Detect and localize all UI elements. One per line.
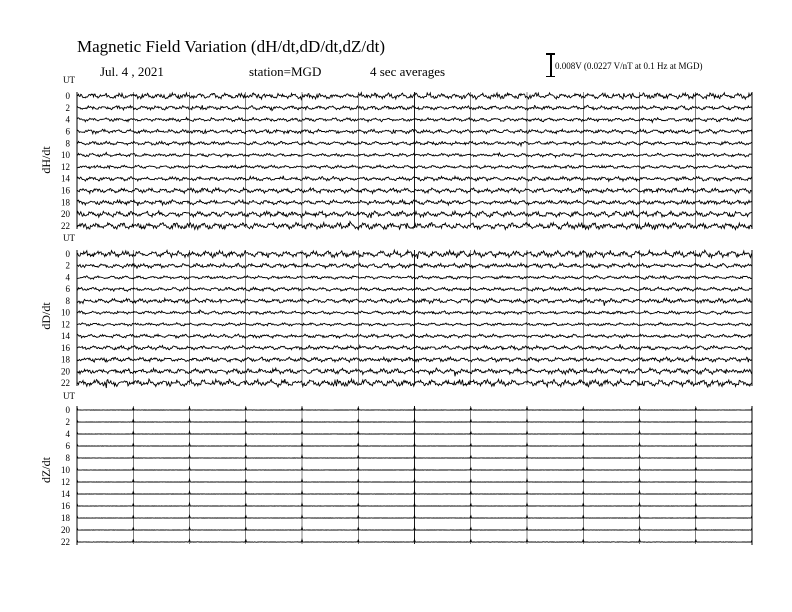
hour-tick-label: 6 [65,441,70,451]
hour-tick-label: 22 [61,221,70,231]
hour-tick-label: 8 [65,453,70,463]
hour-tick-label: 16 [61,501,70,511]
hour-tick-label: 20 [61,525,70,535]
panel-dd [39,233,752,388]
panel-ylabel: dZ/dt [39,457,53,483]
hour-tick-label: 14 [61,173,70,184]
hour-tick-label: 4 [65,114,70,125]
hour-tick-label: 10 [61,150,70,161]
station-label: station=MGD [249,64,322,79]
hour-tick-label: 0 [65,249,70,259]
panel-ylabel: dH/dt [39,146,53,174]
hour-tick-label: 2 [65,417,70,427]
hour-tick-label: 6 [65,126,70,137]
ut-label: UT [63,75,75,85]
hour-tick-label: 4 [65,272,70,283]
ut-label: UT [63,233,75,243]
hour-tick-label: 18 [61,197,70,208]
hour-tick-label: 10 [61,465,70,475]
hour-tick-label: 10 [61,307,70,318]
hour-tick-label: 22 [61,378,70,388]
hour-tick-label: 12 [61,477,70,487]
hour-tick-label: 6 [65,284,70,295]
hour-tick-label: 2 [65,102,70,113]
date-label: Jul. 4 , 2021 [100,64,164,79]
ut-label: UT [63,391,75,401]
hour-tick-label: 0 [65,405,70,415]
panel-ylabel: dD/dt [39,302,53,330]
panel-dz [39,391,752,547]
hour-tick-label: 14 [61,331,70,342]
hour-tick-label: 12 [61,319,70,330]
hour-tick-label: 12 [61,161,70,172]
averaging-label: 4 sec averages [370,64,446,79]
hour-tick-label: 14 [61,489,70,499]
hour-tick-label: 16 [61,342,70,353]
hour-tick-label: 2 [65,260,70,271]
hour-tick-label: 4 [65,429,70,439]
hour-tick-label: 20 [61,366,70,377]
hour-tick-label: 8 [65,295,70,306]
scale-bar-label: 0.008V (0.0227 V/nT at 0.1 Hz at MGD) [555,61,703,71]
hour-tick-label: 18 [61,513,70,523]
chart-title: Magnetic Field Variation (dH/dt,dD/dt,dZ/dt) [77,37,386,56]
hour-tick-label: 20 [61,209,70,220]
panel-dh [39,75,752,231]
hour-tick-label: 0 [65,91,70,101]
hour-tick-label: 8 [65,138,70,149]
hour-tick-label: 16 [61,185,70,196]
hour-tick-label: 22 [61,537,70,547]
hour-tick-label: 18 [61,354,70,365]
